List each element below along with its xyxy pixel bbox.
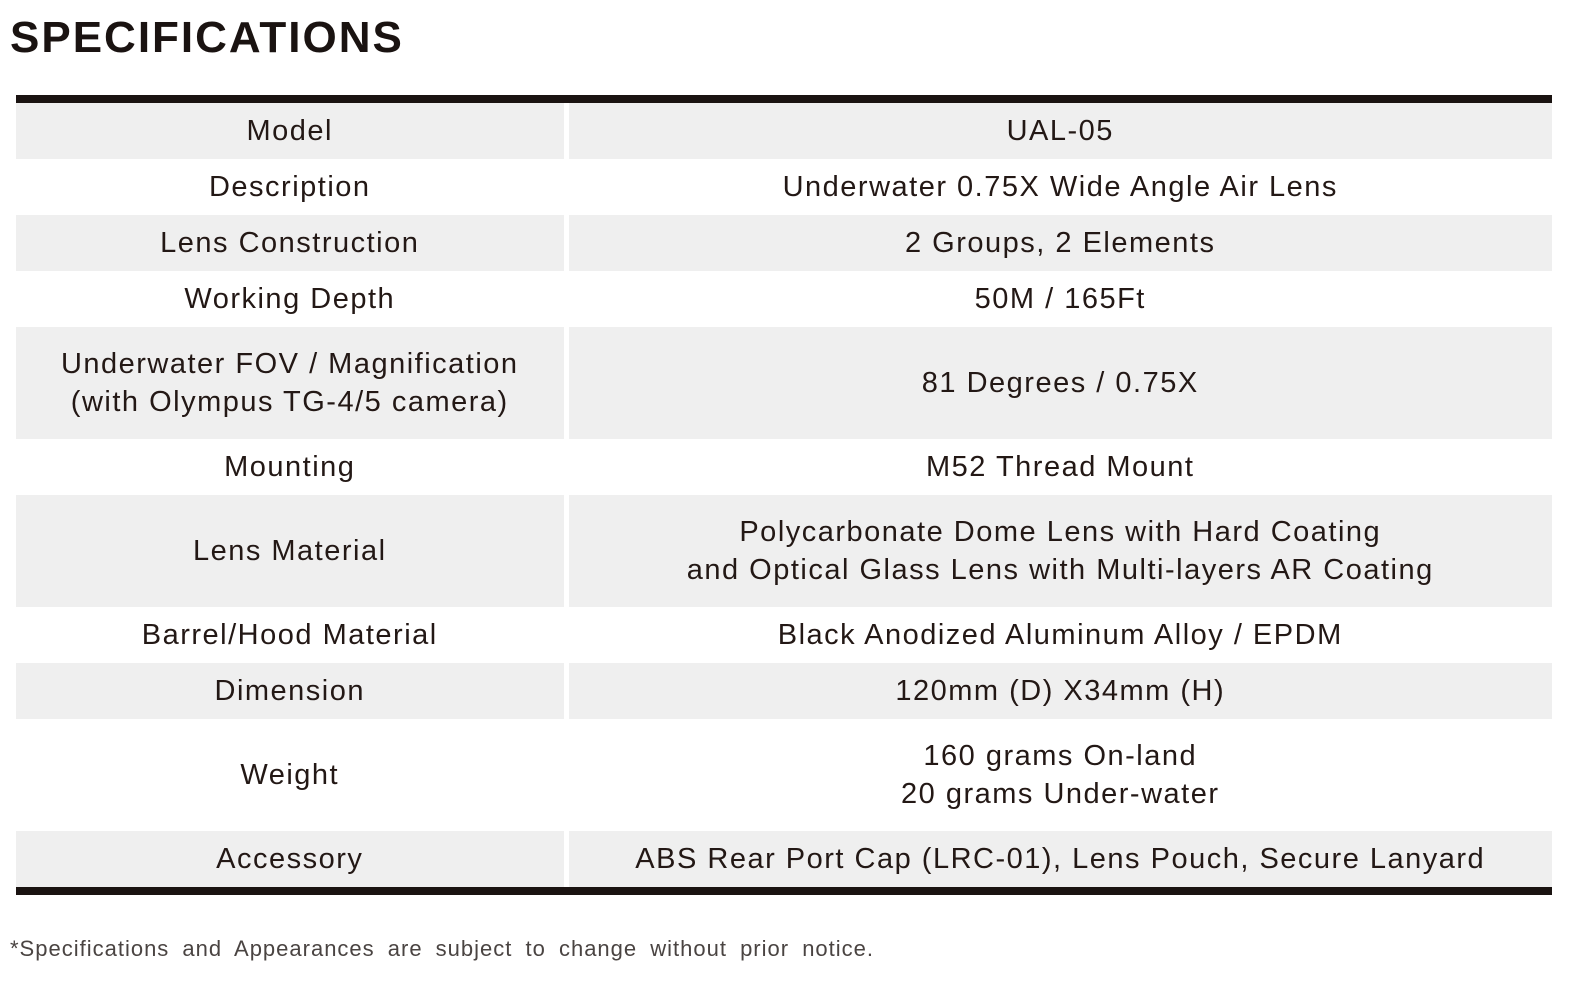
spec-value xyxy=(566,215,1552,271)
spec-value-text: M52 Thread Mount xyxy=(926,451,1195,483)
spec-value-line: and Optical Glass Lens with Multi-layers AR Coating xyxy=(686,554,1434,586)
spec-label-text: Barrel/Hood Material xyxy=(141,619,438,651)
spec-value xyxy=(566,663,1552,719)
spec-value xyxy=(566,719,1552,831)
spec-value xyxy=(566,159,1552,215)
spec-value xyxy=(566,607,1552,663)
spec-label-text: Description xyxy=(208,171,371,203)
spec-label xyxy=(16,719,566,831)
spec-value-text: 2 Groups, 2 Elements xyxy=(905,227,1216,259)
spec-label-text: Model xyxy=(246,115,333,147)
spec-label xyxy=(16,99,566,159)
spec-row-weight xyxy=(16,719,1552,831)
spec-row-model xyxy=(16,99,1552,159)
spec-row-dimension xyxy=(16,663,1552,719)
spec-value xyxy=(566,439,1552,495)
spec-row-lens-construction xyxy=(16,215,1552,271)
spec-row-lens-material xyxy=(16,495,1552,607)
spec-label-line: (with Olympus TG-4/5 camera) xyxy=(70,386,509,418)
spec-label-text: Dimension xyxy=(214,675,365,707)
spec-row-mounting xyxy=(16,439,1552,495)
spec-value xyxy=(566,327,1552,439)
spec-value-text: 120mm (D) X34mm (H) xyxy=(895,675,1226,707)
spec-label xyxy=(16,663,566,719)
spec-label xyxy=(16,607,566,663)
spec-label xyxy=(16,271,566,327)
spec-label xyxy=(16,439,566,495)
spec-label-line: Underwater FOV / Magnification xyxy=(60,348,519,380)
spec-label-text: Lens Material xyxy=(192,535,387,567)
spec-row-description xyxy=(16,159,1552,215)
spec-value-text: Underwater 0.75X Wide Angle Air Lens xyxy=(782,171,1338,203)
spec-label-text: Working Depth xyxy=(184,283,396,315)
spec-value xyxy=(566,271,1552,327)
spec-row-accessory xyxy=(16,831,1552,891)
spec-label-text: Accessory xyxy=(216,843,364,875)
spec-value-text: Black Anodized Aluminum Alloy / EPDM xyxy=(777,619,1343,651)
spec-label xyxy=(16,831,566,891)
spec-value xyxy=(566,99,1552,159)
page-title: SPECIFICATIONS xyxy=(10,13,404,62)
spec-label xyxy=(16,327,566,439)
spec-label xyxy=(16,495,566,607)
spec-value-line: 160 grams On-land xyxy=(923,740,1198,772)
spec-label-text: Mounting xyxy=(224,451,356,483)
spec-row-underwater-fov xyxy=(16,327,1552,439)
spec-value-text: UAL-05 xyxy=(1006,115,1114,147)
disclaimer-footnote: *Specifications and Appearances are subject to change without prior notice. xyxy=(10,936,875,961)
spec-value-text: 50M / 165Ft xyxy=(974,283,1146,315)
specifications-table xyxy=(16,95,1552,895)
spec-value-line: 20 grams Under-water xyxy=(901,778,1220,810)
spec-value-line: Polycarbonate Dome Lens with Hard Coating xyxy=(739,516,1382,548)
spec-label-text: Weight xyxy=(240,759,340,791)
spec-label xyxy=(16,159,566,215)
spec-label xyxy=(16,215,566,271)
spec-value-text: 81 Degrees / 0.75X xyxy=(921,367,1199,399)
spec-value-text: ABS Rear Port Cap (LRC-01), Lens Pouch, Secure Lanyard xyxy=(635,843,1486,875)
spec-row-barrel-hood-material xyxy=(16,607,1552,663)
spec-label-text: Lens Construction xyxy=(160,227,420,259)
spec-value xyxy=(566,495,1552,607)
spec-value xyxy=(566,831,1552,891)
spec-row-working-depth xyxy=(16,271,1552,327)
